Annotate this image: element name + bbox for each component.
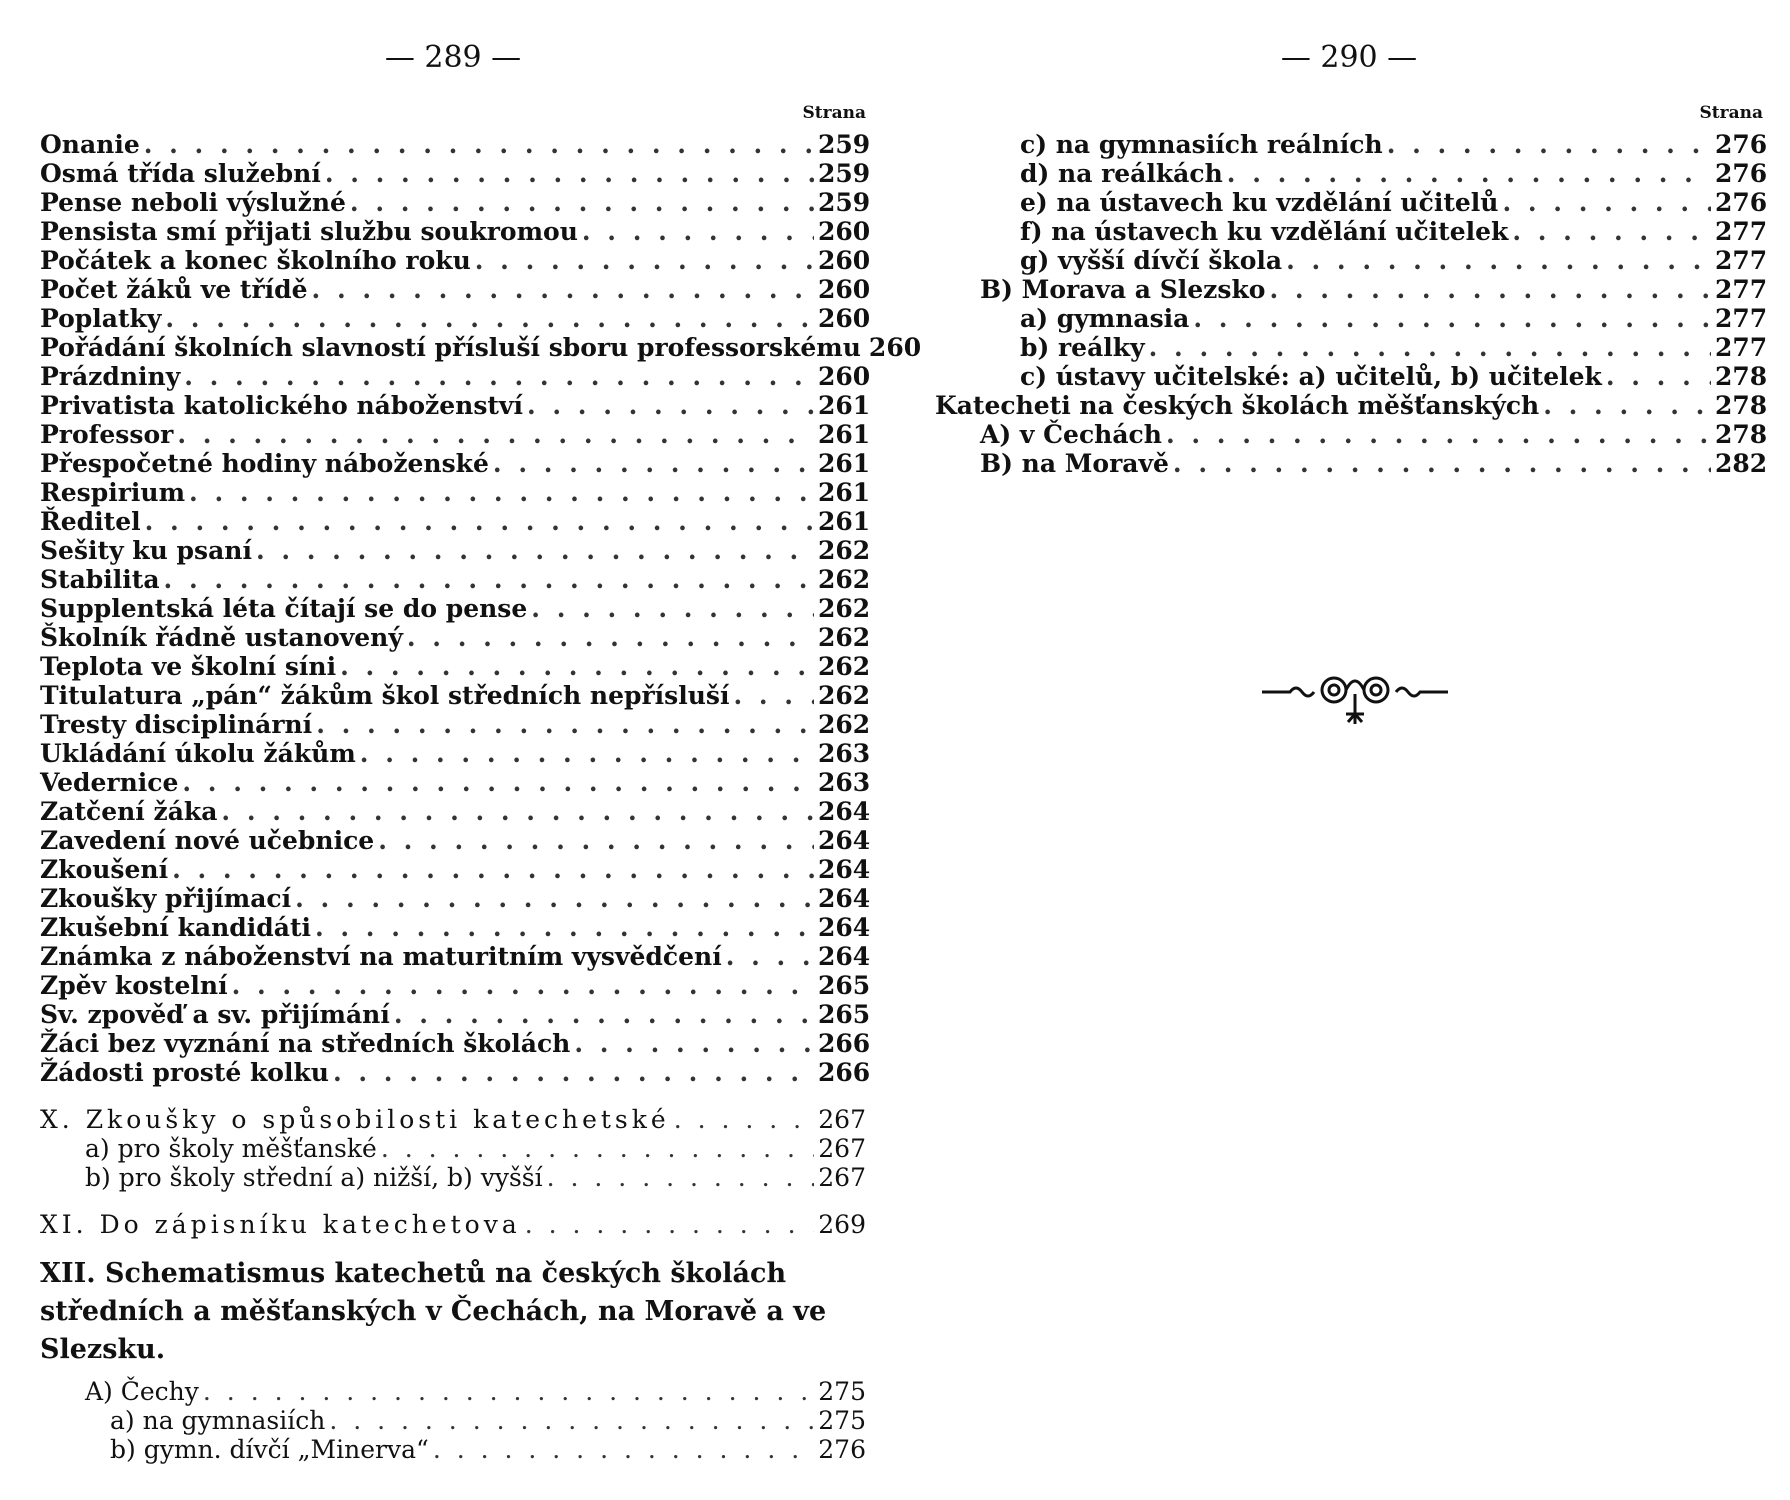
strana-column-header: Strana (802, 103, 866, 123)
leader-dots (256, 536, 814, 565)
index-entry: f) na ústavech ku vzdělání učitelek . . . 277 (935, 217, 1763, 246)
leader-dots (329, 1406, 814, 1435)
leader-dots (340, 652, 814, 681)
leader-dots (182, 768, 814, 797)
leader-dots (493, 449, 814, 478)
index-entry: Počátek a konec školního roku . . . 260 (40, 246, 866, 275)
leader-dots (574, 1029, 814, 1058)
index-entry: Ředitel . . . 261 (40, 507, 866, 536)
index-entry: A) v Čechách . . . 278 (935, 420, 1763, 449)
index-entry: Zatčení žáka . . . 264 (40, 797, 866, 826)
index-entry: Počet žáků ve třídě . . . 260 (40, 275, 866, 304)
leader-dots (525, 1210, 814, 1239)
index-entry: c) ústavy učitelské: a) učitelů, b) učitelek . . . 278 (935, 362, 1763, 391)
leader-dots (164, 565, 814, 594)
index-entry: B) na Moravě . . . 282 (935, 449, 1763, 478)
leader-dots (1193, 304, 1711, 333)
leader-dots (165, 304, 814, 333)
leader-dots (232, 971, 814, 1000)
leader-dots (547, 1163, 814, 1192)
leader-dots (315, 913, 814, 942)
leader-dots (381, 1134, 814, 1163)
index-entry: Ukládání úkolu žákům . . . 263 (40, 739, 866, 768)
section-x-entry: X. Zkoušky o spůsobilosti katechetské . . . 267 (40, 1105, 866, 1134)
leader-dots (325, 159, 814, 188)
section-xii-item: A) Čechy . . . 275 (40, 1377, 866, 1406)
index-entry: Školník řádně ustanovený . . . 262 (40, 623, 866, 652)
index-entry: Tresty disciplinární . . . 262 (40, 710, 866, 739)
leader-dots (531, 594, 814, 623)
index-entry: Žádosti prosté kolku . . . 266 (40, 1058, 866, 1087)
index-entry: B) Morava a Slezsko . . . 277 (935, 275, 1763, 304)
strana-column-header: Strana (1699, 103, 1763, 123)
leader-dots (582, 217, 814, 246)
page-number: — 290 — (1280, 40, 1418, 75)
leader-dots (316, 710, 814, 739)
leader-dots (433, 1435, 814, 1464)
index-entry: Zkoušky přijímací . . . 264 (40, 884, 866, 913)
leader-dots (674, 1105, 814, 1134)
index-entry: e) na ústavech ku vzdělání učitelů . . . 276 (935, 188, 1763, 217)
index-entry: Privatista katolického náboženství . . . 261 (40, 391, 866, 420)
section-xii-heading: XII. Schematismus katechetů na českých školách středních a měšťanských v Čechách, na Moravě a ve Slezsku. (40, 1258, 827, 1365)
section-xii-item: b) gymn. dívčí „Minerva“ . . . 276 (40, 1435, 866, 1464)
leader-dots (172, 855, 814, 884)
leader-dots (203, 1377, 814, 1406)
index-entry: Stabilita . . . 262 (40, 565, 866, 594)
index-entry: Titulatura „pán“ žákům škol středních nepřísluší . . . 262 (40, 681, 866, 710)
leader-dots (475, 246, 814, 275)
leader-dots (733, 681, 814, 710)
index-entry: Pense neboli výslužné . . . 259 (40, 188, 866, 217)
index-entry: Známka z náboženství na maturitním vysvědčení . . . 264 (40, 942, 866, 971)
index-entry: Teplota ve školní síni . . . 262 (40, 652, 866, 681)
index-entry: Supplentská léta čítají se do pense . . . 262 (40, 594, 866, 623)
section-xii-item: a) na gymnasiích . . . 275 (40, 1406, 866, 1435)
index-entry: Zkušební kandidáti . . . 264 (40, 913, 866, 942)
leader-dots (1512, 217, 1711, 246)
index-entry: Pensista smí přijati službu soukromou . . . 260 (40, 217, 866, 246)
leader-dots (221, 797, 814, 826)
leader-dots (394, 1000, 814, 1029)
leader-dots (1606, 362, 1711, 391)
leader-dots (1166, 420, 1711, 449)
index-entry: Poplatky . . . 260 (40, 304, 866, 333)
leader-dots (378, 826, 814, 855)
leader-dots (177, 420, 814, 449)
leader-dots (1149, 333, 1711, 362)
index-entry: Katecheti na českých školách měšťanských . . . 278 (935, 391, 1763, 420)
section-xi-entry: XI. Do zápisníku katechetova . . . 269 (40, 1210, 866, 1239)
leader-dots (1543, 391, 1711, 420)
leader-dots (295, 884, 814, 913)
index-entry: a) gymnasia . . . 277 (935, 304, 1763, 333)
index-entry: c) na gymnasiích reálních . . . 276 (935, 130, 1763, 159)
index-entry: Žáci bez vyznání na středních školách . . . 266 (40, 1029, 866, 1058)
leader-dots (350, 188, 814, 217)
end-ornament-icon (1260, 668, 1450, 732)
index-entry: Respirium . . . 261 (40, 478, 866, 507)
leader-dots (527, 391, 814, 420)
leader-dots (333, 1058, 814, 1087)
index-entry: Prázdniny . . . 260 (40, 362, 866, 391)
leader-dots (184, 362, 814, 391)
index-entry: d) na reálkách . . . 276 (935, 159, 1763, 188)
index-entry: Sešity ku psaní . . . 262 (40, 536, 866, 565)
index-entry: Pořádání školních slavností přísluší sboru professorskému 260 (40, 333, 922, 362)
leader-dots (144, 130, 814, 159)
index-entry: Zpěv kostelní . . . 265 (40, 971, 866, 1000)
leader-dots (1286, 246, 1711, 275)
leader-dots (145, 507, 814, 536)
leader-dots (1173, 449, 1711, 478)
index-entry: Osmá třída služební . . . 259 (40, 159, 866, 188)
index-entry: g) vyšší dívčí škola . . . 277 (935, 246, 1763, 275)
leader-dots (1502, 188, 1711, 217)
index-entries (40, 130, 922, 1464)
index-entries (935, 130, 1768, 478)
section-x-item: b) pro školy střední a) nižší, b) vyšší . . . 267 (40, 1163, 866, 1192)
index-entry: Přespočetné hodiny náboženské . . . 261 (40, 449, 866, 478)
leader-dots (1227, 159, 1711, 188)
leader-dots (189, 478, 814, 507)
leader-dots (1387, 130, 1711, 159)
leader-dots (312, 275, 814, 304)
leader-dots (1269, 275, 1711, 304)
index-entry: Sv. zpověď a sv. přijímání . . . 265 (40, 1000, 866, 1029)
index-entry: Vedernice . . . 263 (40, 768, 866, 797)
index-entry: Zkoušení . . . 264 (40, 855, 866, 884)
page-number: — 289 — (384, 40, 522, 75)
section-x-item: a) pro školy měšťanské . . . 267 (40, 1134, 866, 1163)
leader-dots (407, 623, 814, 652)
leader-dots (360, 739, 814, 768)
index-entry: Zavedení nové učebnice . . . 264 (40, 826, 866, 855)
index-entry: b) reálky . . . 277 (935, 333, 1763, 362)
leader-dots (726, 942, 814, 971)
index-entry: Onanie . . . 259 (40, 130, 866, 159)
index-entry: Professor . . . 261 (40, 420, 866, 449)
